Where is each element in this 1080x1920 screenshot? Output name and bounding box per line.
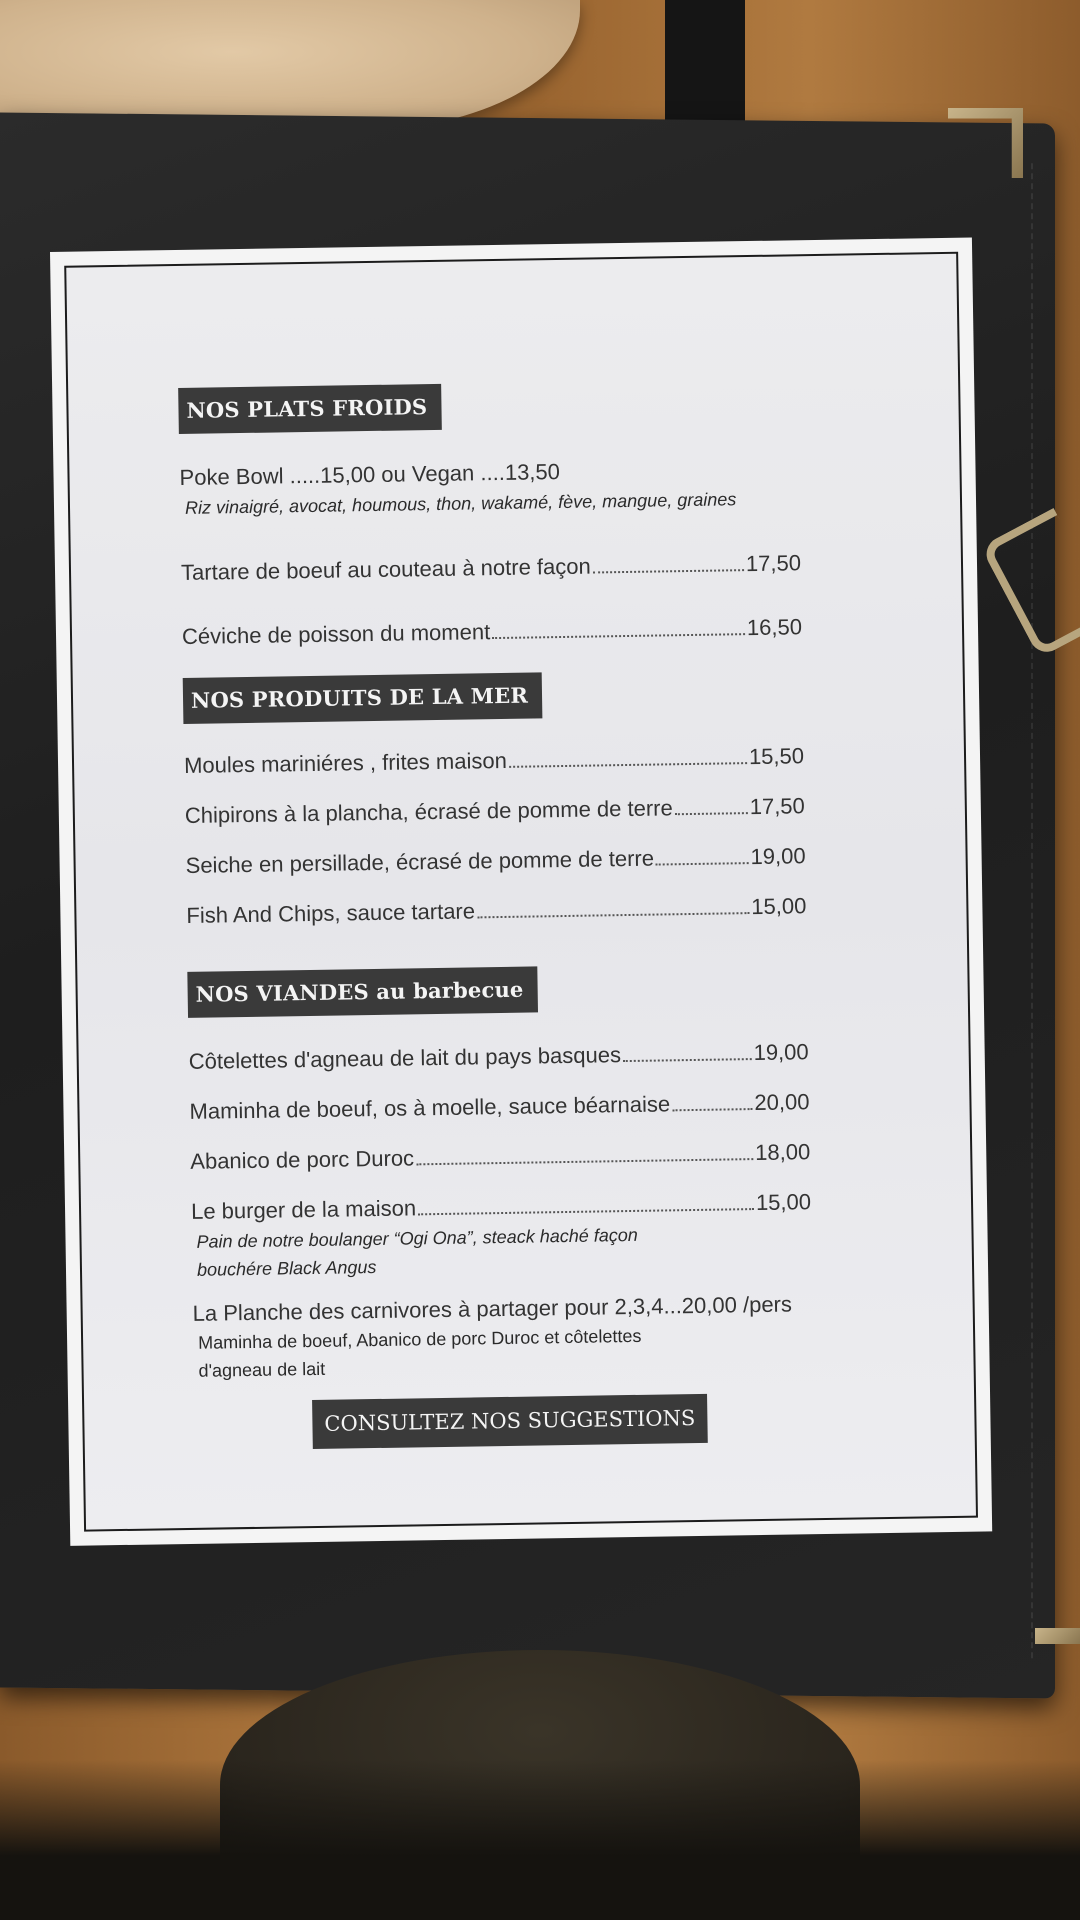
item-name: Chipirons à la plancha, écrasé de pomme de terre [184, 795, 673, 828]
menu-item [189, 1039, 809, 1075]
item-price: 19,00 [750, 843, 806, 870]
dot-leader [672, 1108, 752, 1111]
poke-bowl-line: Poke Bowl .....15,00 ou Vegan ....13,50 [179, 459, 561, 490]
poke-bowl-description: Riz vinaigré, avocat, houmous, thon, wakamé, fève, mangue, graines [184, 489, 737, 518]
burger-description-line: bouchére Black Angus [196, 1256, 377, 1280]
menu-item [191, 1189, 811, 1225]
dot-leader [623, 1058, 752, 1062]
planche-description-line: Maminha de boeuf, Abanico de porc Duroc et côtelettes [197, 1325, 642, 1353]
item-name: Le burger de la maison [190, 1195, 417, 1224]
item-name: Tartare de boeuf au couteau à notre façon [180, 553, 591, 585]
menu-page [50, 238, 992, 1546]
item-name: Moules mariniéres , frites maison [183, 747, 508, 778]
planche-line: La Planche des carnivores à partager pour 2,3,4...20,00 /pers [192, 1291, 793, 1326]
item-price: 16,50 [746, 614, 803, 641]
section-title-sea: NOS PRODUITS DE LA MER [183, 672, 543, 724]
section-title-cold: NOS PLATS FROIDS [178, 384, 442, 434]
item-name: Céviche de poisson du moment [181, 619, 491, 649]
item-price: 19,00 [753, 1039, 809, 1066]
burger-description-line: Pain de notre boulanger “Ogi Ona”, steack haché façon [196, 1224, 638, 1252]
item-price: 15,00 [751, 893, 807, 920]
section-title-meat: NOS VIANDES au barbecue [187, 966, 538, 1017]
item-price: 15,50 [748, 743, 805, 770]
binder-stitching [1031, 163, 1033, 1658]
suggestions-banner: CONSULTEZ NOS SUGGESTIONS [312, 1394, 708, 1449]
menu-item [185, 793, 805, 829]
item-price: 18,00 [754, 1139, 811, 1166]
dot-leader [492, 633, 745, 639]
planche-description [198, 1322, 642, 1385]
item-price: 15,00 [755, 1189, 812, 1216]
item-name: Côtelettes d'agneau de lait du pays basques [188, 1042, 622, 1074]
item-name: Seiche en persillade, écrasé de pomme de terre [185, 845, 655, 878]
item-name: Fish And Chips, sauce tartare [186, 898, 476, 928]
dot-leader [509, 762, 747, 768]
item-name: Maminha de boeuf, os à moelle, sauce béarnaise [189, 1091, 671, 1124]
dot-leader [416, 1158, 753, 1165]
item-name: Abanico de porc Duroc [190, 1145, 415, 1174]
dot-leader [593, 569, 744, 573]
dot-leader [418, 1208, 754, 1215]
menu-item [184, 743, 804, 779]
burger-description [196, 1221, 638, 1284]
menu-item [189, 1089, 809, 1125]
menu-item [190, 1139, 810, 1175]
menu-item [186, 893, 806, 929]
menu-item [181, 550, 801, 586]
planche-description-line: d'agneau de lait [198, 1358, 326, 1381]
menu-item [182, 614, 802, 650]
bottom-shadow [0, 1760, 1080, 1920]
dot-leader [656, 862, 749, 865]
binder-corner-bottom [1035, 1628, 1080, 1644]
dot-leader [675, 812, 748, 815]
item-price: 17,50 [745, 550, 802, 577]
menu-content [66, 254, 976, 1530]
dot-leader [477, 912, 749, 918]
item-price: 20,00 [754, 1089, 810, 1116]
item-price: 17,50 [749, 793, 805, 820]
napkin [0, 0, 580, 130]
menu-item [185, 843, 805, 879]
